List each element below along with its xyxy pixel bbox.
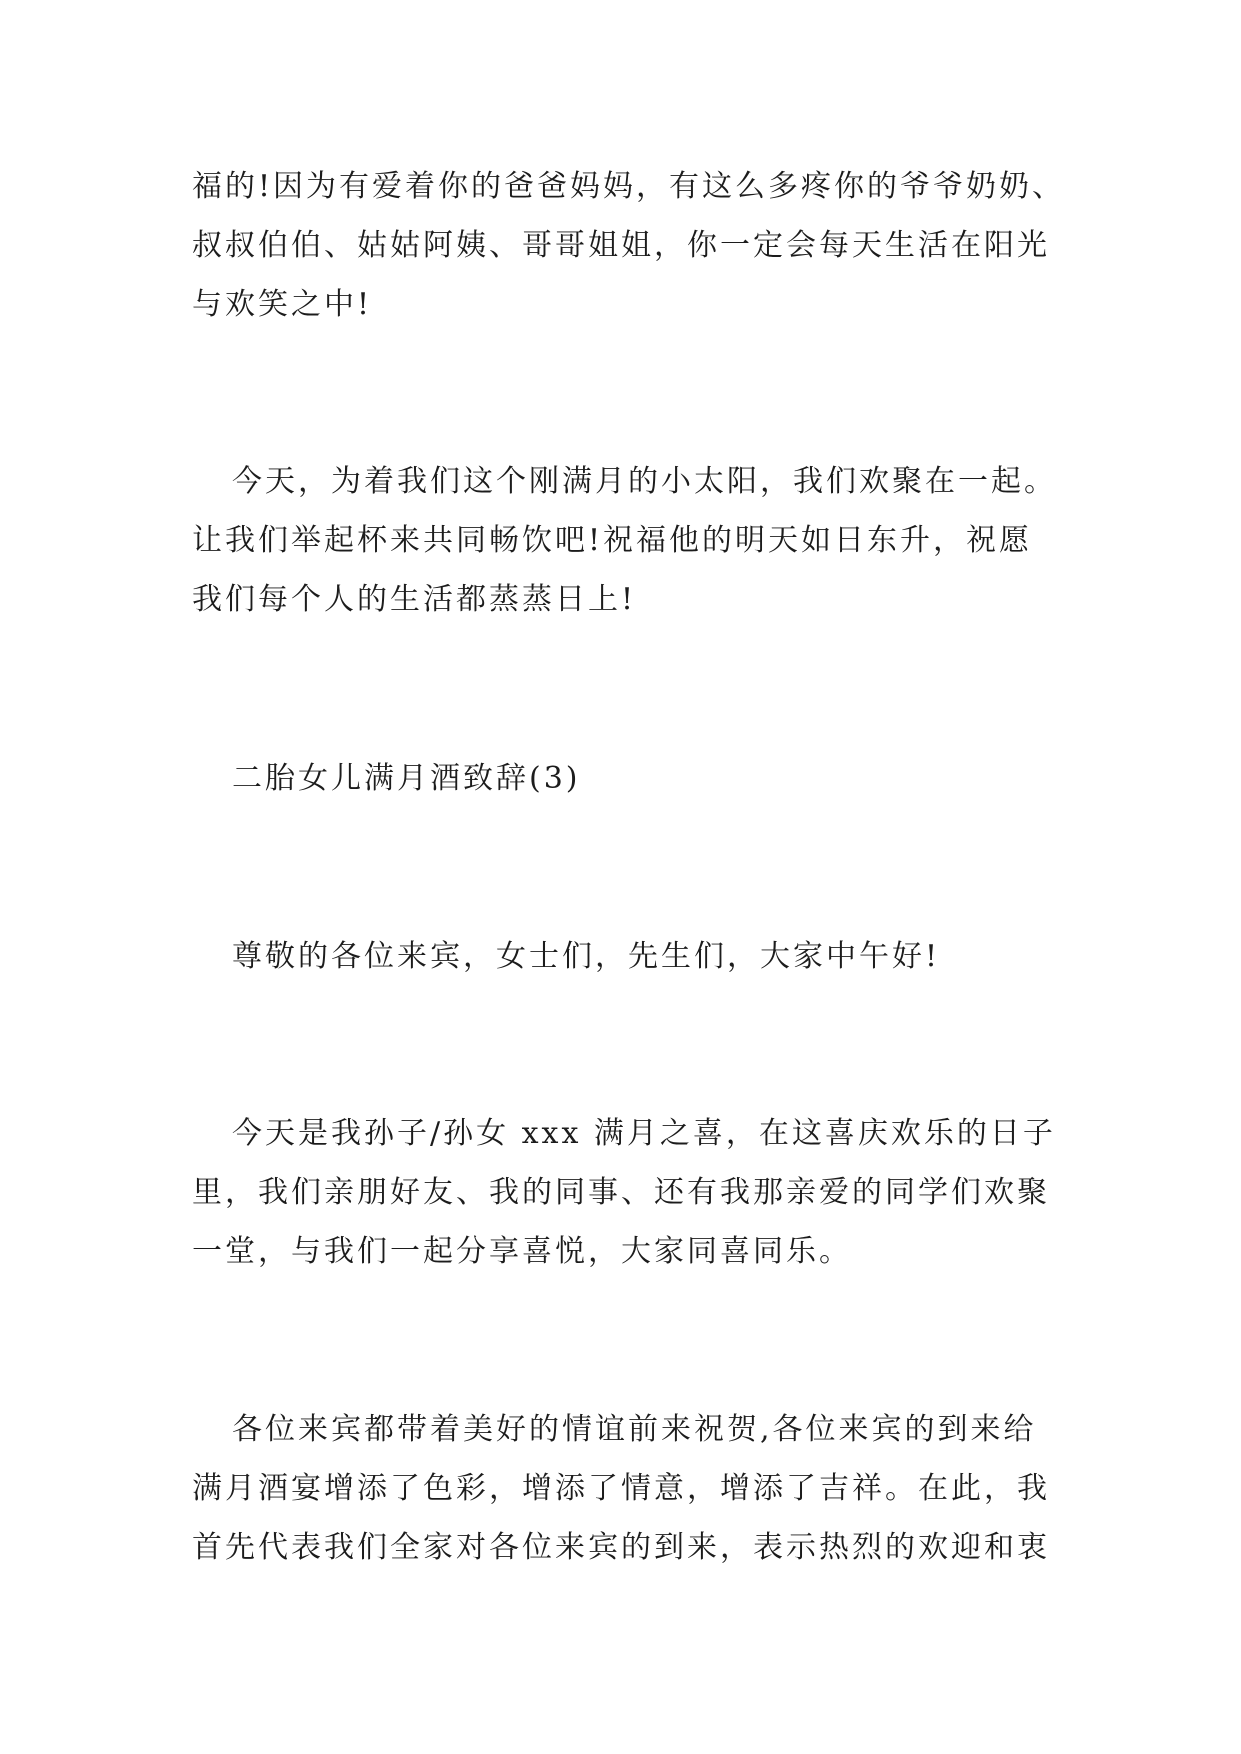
paragraph-1-line-3: 与欢笑之中! bbox=[192, 287, 373, 322]
greeting: 尊敬的各位来宾，女士们，先生们，大家中午好! bbox=[232, 939, 941, 974]
paragraph-4-line-2: 满月酒宴增添了色彩，增添了情意，增添了吉祥。在此，我 bbox=[192, 1471, 1050, 1506]
paragraph-3-line-2: 里，我们亲朋好友、我的同事、还有我那亲爱的同学们欢聚 bbox=[192, 1175, 1050, 1210]
paragraph-4-line-1: 各位来宾都带着美好的情谊前来祝贺,各位来宾的到来给 bbox=[232, 1412, 1037, 1447]
paragraph-1-line-1: 福的!因为有爱着你的爸爸妈妈，有这么多疼你的爷爷奶奶、 bbox=[192, 169, 1066, 204]
paragraph-3-line-3: 一堂，与我们一起分享喜悦，大家同喜同乐。 bbox=[192, 1234, 852, 1269]
paragraph-2-line-2: 让我们举起杯来共同畅饮吧!祝福他的明天如日东升，祝愿 bbox=[192, 523, 1033, 558]
paragraph-2-line-1: 今天，为着我们这个刚满月的小太阳，我们欢聚在一起。 bbox=[232, 464, 1057, 499]
paragraph-1-line-2: 叔叔伯伯、姑姑阿姨、哥哥姐姐，你一定会每天生活在阳光 bbox=[192, 228, 1050, 263]
paragraph-2-line-3: 我们每个人的生活都蒸蒸日上! bbox=[192, 582, 637, 617]
paragraph-4-line-3: 首先代表我们全家对各位来宾的到来，表示热烈的欢迎和衷 bbox=[192, 1530, 1050, 1565]
paragraph-3-line-1: 今天是我孙子/孙女 xxx 满月之喜，在这喜庆欢乐的日子 bbox=[232, 1116, 1056, 1151]
section-heading: 二胎女儿满月酒致辞(3) bbox=[232, 761, 581, 796]
